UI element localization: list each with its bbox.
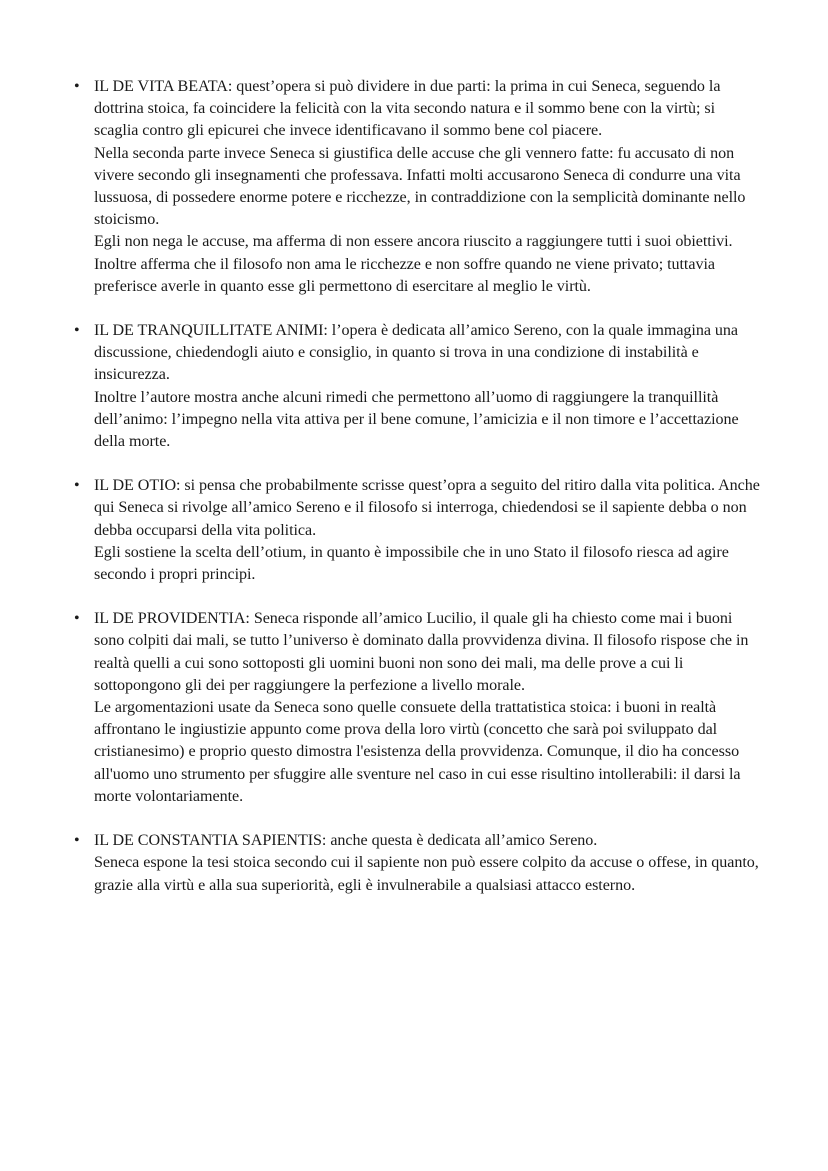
list-item-de-vita-beata xyxy=(73,76,763,298)
list-item-de-providentia xyxy=(73,608,763,808)
works-list xyxy=(73,76,763,897)
bullet-icon: • xyxy=(74,322,80,340)
list-item-de-otio xyxy=(73,475,763,586)
paragraph: IL DE VITA BEATA: quest’opera si può dividere in due parti: la prima in cui Seneca, seguendo la dottrina stoica, fa coincidere la felicità con la vita secondo natura e il sommo bene con la virtù; si scaglia contro gli epicurei che invece identificavano il sommo bene col piacere. xyxy=(94,78,721,140)
paragraph: Egli non nega le accuse, ma afferma di non essere ancora riuscito a raggiungere tutti i suoi obiettivi. Inoltre afferma che il filosofo non ama le ricchezze e non soffre quando ne viene privato; tuttavia preferisce averle in quanto esse gli permettono di esercitare al meglio le virtù. xyxy=(94,233,733,295)
paragraph: Le argomentazioni usate da Seneca sono quelle consuete della trattatistica stoica: i buoni in realtà affrontano le ingiustizie appunto come prova della loro virtù (concetto che sarà poi sviluppato dal cristianesimo) e proprio questo dimostra l'esistenza della provvidenza. Comunque, il dio ha concesso all'uomo uno strumento per sfuggire alle sventure nel caso in cui esse risultino intollerabili: il darsi la morte volontariamente. xyxy=(94,699,741,805)
paragraph: Seneca espone la tesi stoica secondo cui il sapiente non può essere colpito da accuse o offese, in quanto, grazie alla virtù e alla sua superiorità, egli è invulnerabile a qualsiasi attacco esterno. xyxy=(94,854,759,894)
bullet-icon: • xyxy=(74,78,80,95)
paragraph: Nella seconda parte invece Seneca si giustifica delle accuse che gli vennero fatte: fu accusato di non vivere secondo gli insegnamenti che professava. Infatti molti accusarono Seneca di condurre una vita lussuosa, di possedere enorme potere e ricchezze, in contraddizione con la semplicità dominante nello stoicismo. xyxy=(94,144,746,229)
paragraph: IL DE OTIO: si pensa che probabilmente scrisse quest’opra a seguito del ritiro dalla vita politica. Anche qui Seneca si rivolge all’amico Sereno e il filosofo si interroga, chiedendosi se il sapiente debba o non debba occuparsi della vita politica. xyxy=(94,477,760,539)
bullet-icon: • xyxy=(74,832,80,850)
paragraph: IL DE PROVIDENTIA: Seneca risponde all’amico Lucilio, il quale gli ha chiesto come mai i buoni sono colpiti dai mali, se tutto l’universo è dominato dalla provvidenza divina. Il filosofo rispose che in realtà quelli a cui sono sottoposti gli uomini buoni non sono dei mali, ma delle prove a cui li sottopongono gli dei per raggiungere la perfezione a livello morale. xyxy=(94,610,749,694)
list-item-de-tranquillitate-animi xyxy=(73,320,763,453)
bullet-icon: • xyxy=(74,477,80,495)
list-item-de-constantia-sapientis xyxy=(73,830,763,897)
bullet-icon: • xyxy=(74,610,80,628)
paragraph: Inoltre l’autore mostra anche alcuni rimedi che permettono all’uomo di raggiungere la tranquillità dell’animo: l’impegno nella vita attiva per il bene comune, l’amicizia e il non timore e l’accettazione della morte. xyxy=(94,388,739,451)
paragraph: Egli sostiene la scelta dell’otium, in quanto è impossibile che in uno Stato il filosofo riesca ad agire secondo i propri principi. xyxy=(94,543,729,584)
paragraph: IL DE TRANQUILLITATE ANIMI: l’opera è dedicata all’amico Sereno, con la quale immagina una discussione, chiedendogli aiuto e consiglio, in quanto si trova in una condizione di instabilità e insicurezza. xyxy=(94,322,738,384)
paragraph: IL DE CONSTANTIA SAPIENTIS: anche questa è dedicata all’amico Sereno. xyxy=(94,832,598,850)
